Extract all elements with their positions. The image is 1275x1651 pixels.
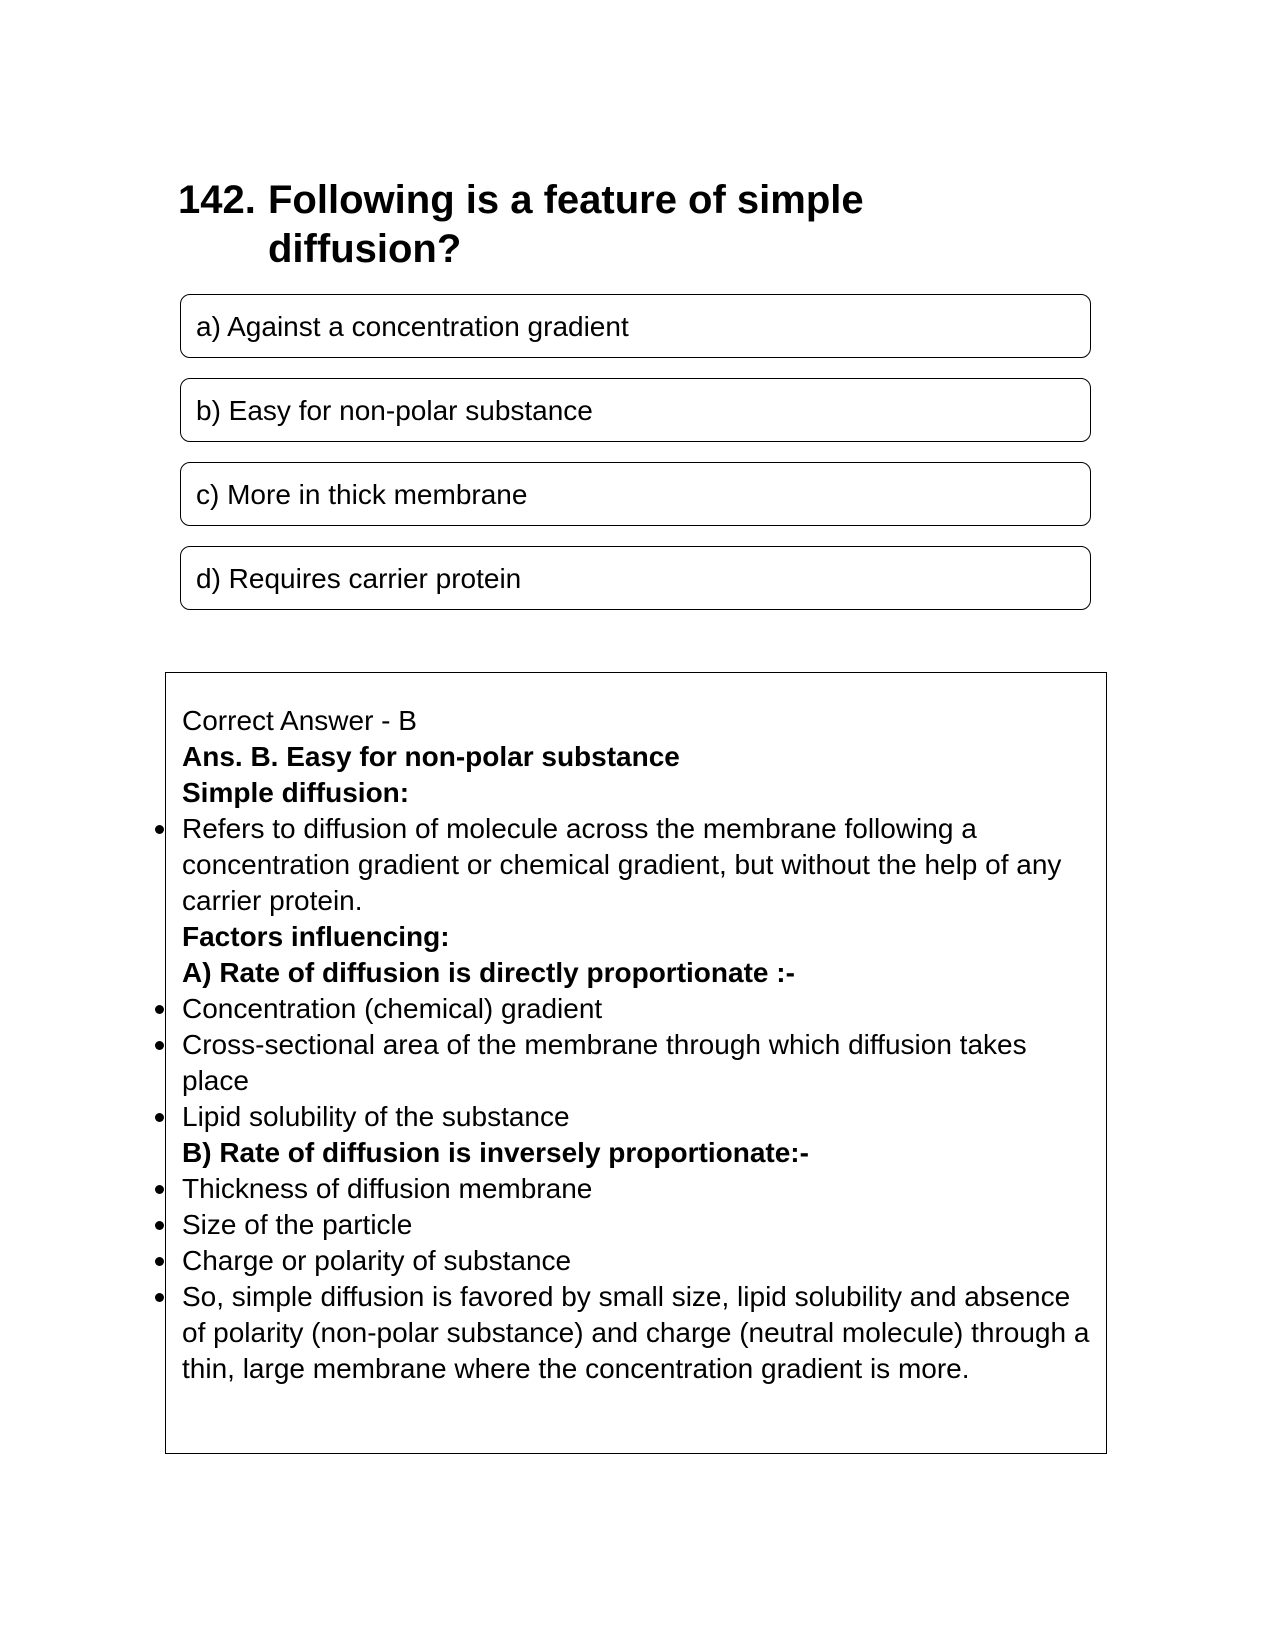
bullet-summary: So, simple diffusion is favored by small size, lipid solubility and absence of polarity (non-polar substance) and charge (neutral molecule) through a thin, large membrane where the concentration gradient is more. (182, 1279, 1092, 1387)
answer-statement: Ans. B. Easy for non-polar substance (182, 741, 680, 772)
answer-explanation-box (165, 672, 1107, 1454)
heading-directly-proportionate: A) Rate of diffusion is directly proportionate :- (182, 957, 795, 988)
question-heading (178, 176, 998, 274)
heading-factors: Factors influencing: (182, 921, 450, 952)
option-b[interactable]: b) Easy for non-polar substance (180, 378, 1091, 442)
option-d[interactable]: d) Requires carrier protein (180, 546, 1091, 610)
heading-inversely-proportionate: B) Rate of diffusion is inversely proportionate:- (182, 1137, 809, 1168)
heading-simple-diffusion: Simple diffusion: (182, 777, 410, 808)
correct-answer-label: Correct Answer - B (182, 705, 417, 736)
option-c[interactable]: c) More in thick membrane (180, 462, 1091, 526)
option-a[interactable]: a) Against a concentration gradient (180, 294, 1091, 358)
question-number: 142. (178, 178, 256, 222)
bullet-inverse-3: Charge or polarity of substance (182, 1243, 1092, 1279)
bullet-direct-1: Concentration (chemical) gradient (182, 991, 1092, 1027)
bullet-inverse-1: Thickness of diffusion membrane (182, 1171, 1092, 1207)
bullet-direct-2: Cross-sectional area of the membrane through which diffusion takes place (182, 1027, 1092, 1099)
answer-content (182, 703, 1092, 1387)
bullet-inverse-2: Size of the particle (182, 1207, 1092, 1243)
question-text: Following is a feature of simple diffusion? (268, 178, 864, 271)
bullet-simple-definition: Refers to diffusion of molecule across the membrane following a concentration gradient or chemical gradient, but without the help of any carrier protein. (182, 811, 1092, 919)
bullet-direct-3: Lipid solubility of the substance (182, 1099, 1092, 1135)
